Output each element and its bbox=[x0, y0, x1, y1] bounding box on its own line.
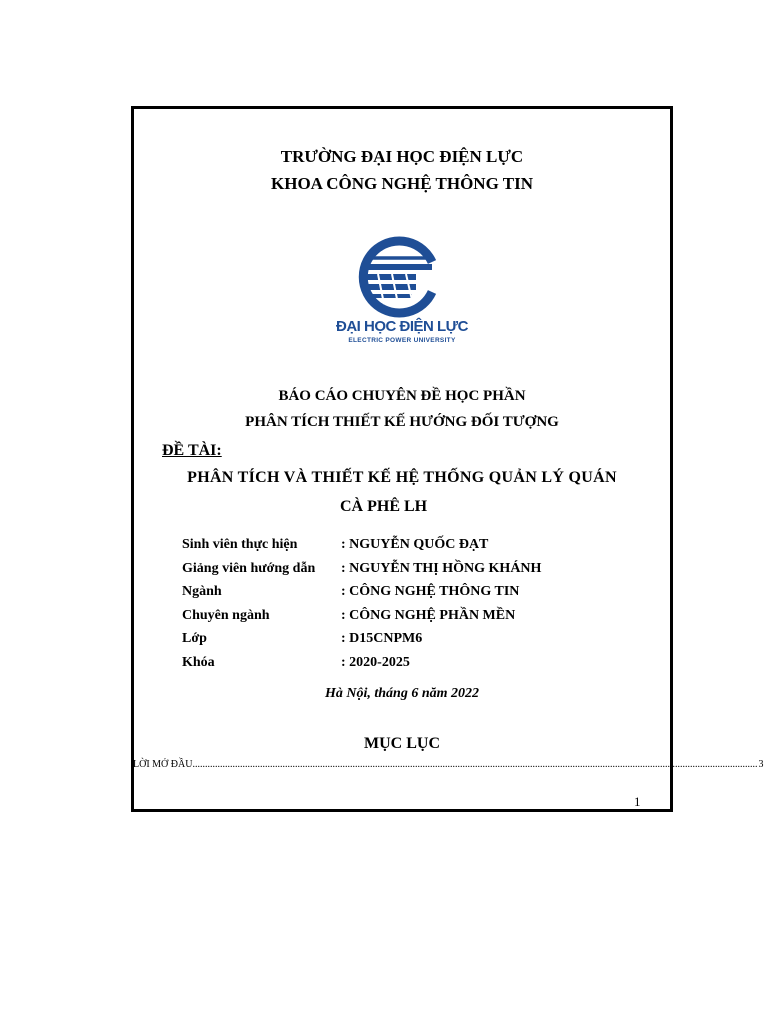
report-subject: PHÂN TÍCH THIẾT KẾ HƯỚNG ĐỐI TƯỢNG bbox=[245, 414, 559, 430]
toc-entry[interactable] bbox=[133, 759, 764, 770]
logo-subtitle: ELECTRIC POWER UNIVERSITY bbox=[348, 337, 456, 344]
toc-title: MỤC LỤC bbox=[364, 735, 440, 752]
info-key: Giảng viên hướng dẫn bbox=[182, 560, 316, 576]
info-value: : NGUYỄN QUỐC ĐẠT bbox=[341, 537, 489, 552]
document-page bbox=[131, 106, 764, 812]
info-key: Sinh viên thực hiện bbox=[182, 537, 298, 552]
logo-name: ĐẠI HỌC ĐIỆN LỰC bbox=[336, 318, 468, 335]
topic-title-line1: PHÂN TÍCH VÀ THIẾT KẾ HỆ THỐNG QUẢN LÝ QUÁN bbox=[187, 469, 617, 486]
toc-leader-dots: .................................................................................................................................................................................................................................. bbox=[192, 759, 758, 770]
faculty-name: KHOA CÔNG NGHỆ THÔNG TIN bbox=[271, 174, 533, 193]
topic-label: ĐỀ TÀI: bbox=[162, 442, 222, 459]
topic-title-line2: CÀ PHÊ LH bbox=[340, 498, 428, 515]
logo-emblem-icon bbox=[334, 234, 470, 318]
toc-entry-text[interactable]: LỜI MỞ ĐẦU bbox=[133, 759, 193, 770]
info-key: Lớp bbox=[182, 631, 207, 646]
info-key: Ngành bbox=[182, 584, 222, 599]
info-key: Chuyên ngành bbox=[182, 607, 270, 623]
info-value: : 2020-2025 bbox=[341, 654, 410, 670]
toc-entry-page: 3 bbox=[758, 759, 764, 770]
page-number: 1 bbox=[634, 794, 641, 809]
info-value: : CÔNG NGHỆ THÔNG TIN bbox=[341, 584, 520, 599]
info-value: : CÔNG NGHỆ PHẦN MỀN bbox=[341, 607, 516, 623]
report-type: BÁO CÁO CHUYÊN ĐỀ HỌC PHẦN bbox=[278, 388, 526, 404]
info-value: : NGUYỄN THỊ HỒNG KHÁNH bbox=[341, 560, 542, 576]
university-name: TRƯỜNG ĐẠI HỌC ĐIỆN LỰC bbox=[280, 147, 524, 166]
date-line: Hà Nội, tháng 6 năm 2022 bbox=[324, 686, 480, 701]
info-key: Khóa bbox=[182, 654, 215, 670]
info-value: : D15CNPM6 bbox=[341, 631, 423, 646]
university-logo bbox=[334, 234, 470, 352]
